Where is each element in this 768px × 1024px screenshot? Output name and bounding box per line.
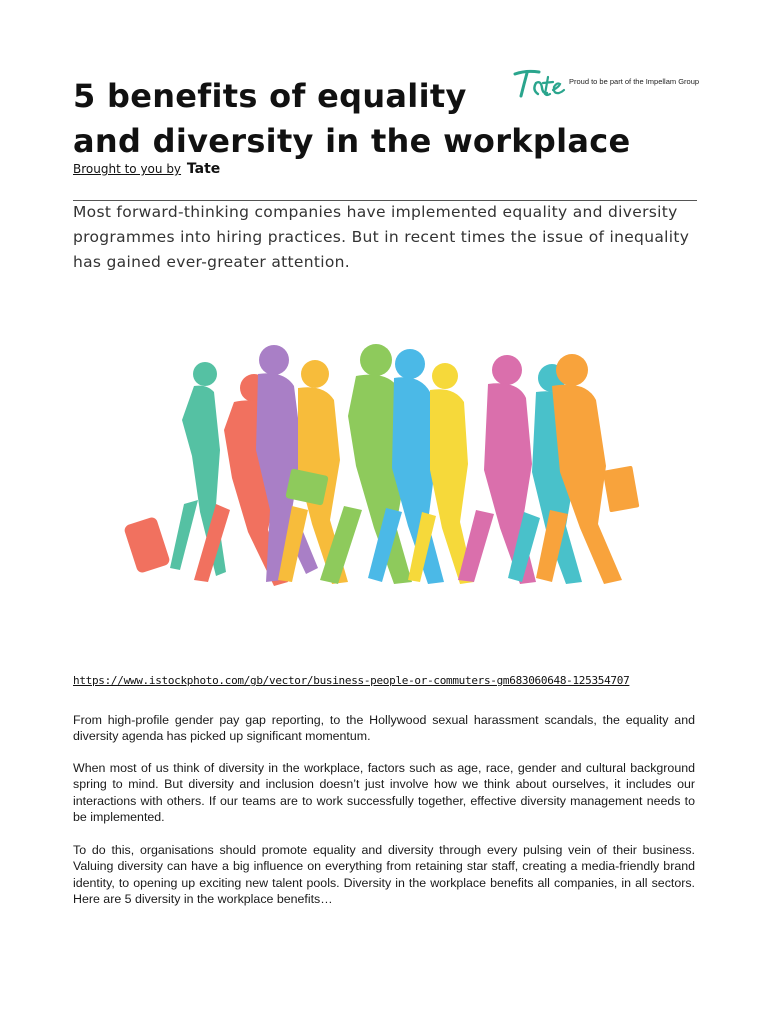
title-line-2: and diversity in the workplace bbox=[73, 122, 631, 160]
byline-brand: Tate bbox=[186, 161, 221, 177]
hero-illustration bbox=[112, 300, 657, 600]
title-line-1: 5 benefits of equality bbox=[73, 77, 467, 115]
body-paragraph-3: To do this, organisations should promote equality and diversity through every pulsing vein of their business. Valuing diversity can have a big influence on everything from retaining star staff, creating a media-friendly brand identity, to opening up exciting new talent pools. Diversity in the workplace benefits all companies, in all sectors. Here are 5 diversity in the workplace benefits… bbox=[73, 843, 695, 906]
lead-paragraph: Most forward-thinking companies have implemented equality and diversity programmes into hiring practices. But in recent times the issue of inequality has gained ever-greater attention. bbox=[73, 203, 690, 271]
tate-logo-mark bbox=[512, 68, 566, 102]
body-paragraph-1: From high-profile gender pay gap reporting, to the Hollywood sexual harassment scandals, the equality and diversity agenda has picked up significant momentum. bbox=[73, 713, 695, 744]
byline bbox=[73, 161, 220, 177]
body-paragraph-2: When most of us think of diversity in the workplace, factors such as age, race, gender and cultural background spring to mind. But diversity and inclusion doesn’t just involve how we think about ourselves, it includes our interactions with others. If our teams are to work successfully together, effective diversity management needs to be implemented. bbox=[73, 761, 695, 824]
image-credit-link[interactable]: https://www.istockphoto.com/gb/vector/business-people-or-commuters-gm683060648-125354707 bbox=[73, 674, 630, 687]
byline-label[interactable]: Brought to you by bbox=[73, 162, 182, 176]
logo-tagline: Proud to be part of the Impellam Group bbox=[569, 77, 700, 86]
tate-logo bbox=[512, 66, 702, 102]
